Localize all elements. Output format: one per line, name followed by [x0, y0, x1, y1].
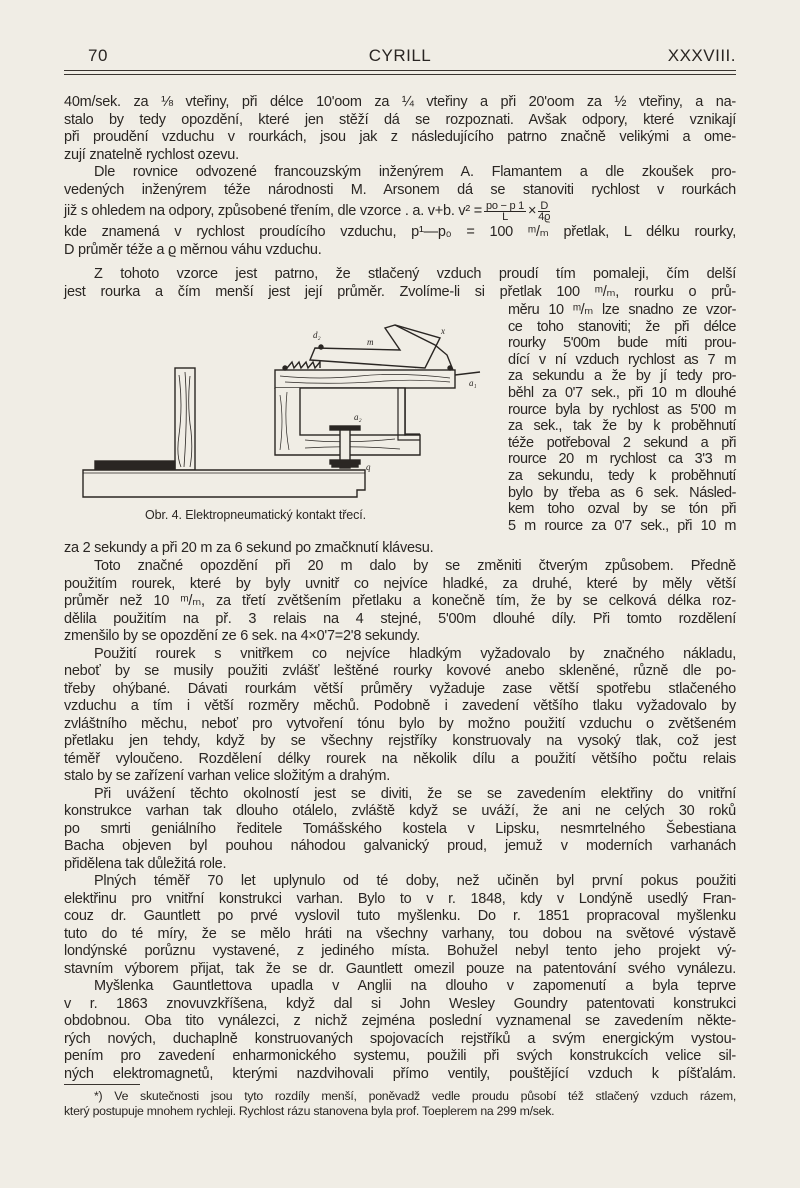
right-column-text — [508, 302, 736, 534]
text-line: zmenšilo by se opozdění ze 6 sek. na 4×0'7=2'8 sekundy. — [64, 628, 420, 644]
text-line: použitím rourek, které by byly uvnitř co nejvíce hladké, za druhé, které by měly větší — [64, 575, 736, 592]
nut-plate — [332, 463, 358, 467]
text-line: rource byla by rychlost as 5'00 m — [508, 401, 736, 418]
paragraph-after-figure — [64, 540, 736, 558]
text-line: rourky 5'00m bude míti prou- — [508, 335, 736, 352]
paragraph-after-formula — [64, 224, 736, 259]
washer — [330, 426, 360, 430]
fraction-numerator: po − p 1 — [485, 199, 525, 212]
screw — [319, 345, 323, 349]
top-plank — [275, 370, 455, 388]
text-line: za sekundu a že by jí tedy pro- — [508, 368, 736, 385]
text-line: jest rourka a čím menší jest její průměr. Zvolíme-li si přetlak 100 ᵐ/ₘ, rourku o prů- — [64, 283, 736, 300]
text-line: pením pro zavedení enharmonického systemu, použili při svých konstrukcích velice sil- — [64, 1048, 736, 1064]
formula-line — [64, 201, 736, 221]
text-line: průměr než 10 ᵐ/ₘ, za třetí zvětšením přetlaku a konečně tím, že by se celková délka roz- — [64, 593, 736, 609]
fraction-denominator: L — [502, 210, 508, 223]
text-line: za sekundu, tedy k proběhnutí — [508, 467, 736, 484]
header-rule — [64, 70, 736, 71]
text-line: Bacha objeven byl pouhou náhodou galvanický proud, jemuž v moderních varhanách — [64, 838, 736, 854]
label-contact: x — [441, 326, 445, 336]
text-line: konstrukce varhan tak dlouho otálelo, zvláště když se uváží, že ani ne celých 30 roků — [64, 803, 736, 819]
text-line: vedených inženýrem téže národnosti M. Arsonem dá se stanoviti rychlost v rourkách — [64, 181, 736, 198]
text-line: ných elektromagnetů, kterými nazdvihovali přímo ventily, pouštějící vzduch k píšťalám. — [64, 1065, 736, 1082]
text-line: londýnské porůznu vystavené, z jediného místa. Bohužel nebyl tento jeho projekt vý- — [64, 943, 736, 959]
text-line: kde znamená v rychlost proudícího vzduchu, p¹—p₀ = 100 ᵐ/ₘ přetlak, L délku rourky, — [64, 224, 736, 240]
page-number: 70 — [88, 46, 108, 65]
wire — [455, 372, 480, 375]
text-line: zují znatelně rychlost ozevu. — [64, 146, 239, 163]
text-line: D průměr téže a ϱ měrnou váhu vzduchu. — [64, 241, 322, 258]
text-line: stalo by se zařízení varhan velice složitým a drahým. — [64, 768, 391, 784]
text-line: Plných téměř 70 let uplynulo od té doby, než učiněn byl první pokus použiti — [94, 873, 736, 889]
text-line: stavním výborem přijat, tak že se dr. Gauntlett omezil pouze na patentování svého vynálezu. — [64, 960, 736, 977]
text-line: *) Ve skutečnosti jsou tyto rozdíly menší, poněvadž vedle proudu působí též stlačený vzduch rázem, — [94, 1089, 736, 1103]
text-line: 5 m rource za 0'7 sek., při 10 m — [508, 517, 736, 534]
text-line: rých nových, duchaplně konstruovaných spojovacích rejstříků a svým energickým vystou- — [64, 1030, 736, 1047]
label-nut: q — [366, 462, 371, 472]
text-line: Použití rourek s vnitřkem co nejvíce hladkým vyžadovalo by značného nákladu, — [94, 645, 736, 662]
text-line: couz dr. Gauntlett po prvé vyslovil tuto myšlenku. Do r. 1851 propracoval myšlenku — [64, 908, 736, 924]
paragraph-block-top — [64, 94, 736, 199]
text-line: při proudění vzduchu v rourkách, jsou jak z následujícího patrno značně velikými a ome- — [64, 129, 736, 145]
screw — [448, 366, 452, 370]
paragraph-figure-intro — [64, 266, 736, 301]
running-title: CYRILL — [368, 46, 432, 65]
label-wire: a₁ — [469, 378, 477, 388]
figure-caption: Obr. 4. Elektropneumatický kontakt třecí. — [145, 508, 366, 522]
paragraph-block-bottom — [64, 558, 736, 1083]
text-line: kem toho ozval by se tón při — [508, 501, 736, 518]
text-line: dělila použitím na př. 3 relais na 4 stejné, 5'00m dlouhé díly. Při tomto rozdělení — [64, 610, 736, 627]
text-line: Toto značné opozdění při 20 m dalo by se změniti čtverým způsobem. Předně — [94, 558, 736, 574]
text-line: tuto do té míry, že se mělo hráti na všechny varhany, tou dobou na světové výstavě — [64, 925, 736, 942]
text-line: Při uvážení těchto okolností jest se diviti, že se se zavedením elektřiny do vnitřní — [94, 785, 736, 802]
text-line: elektřinu pro vnitřní konstrukci varhan. Bylo to v r. 1848, kdy v Londýně usedlý Fran- — [64, 890, 736, 907]
base-plank — [83, 470, 365, 497]
screw — [283, 366, 287, 370]
lever — [310, 325, 440, 368]
text-line: Myšlenka Gauntlettova upadla v Anglii na dlouho v zapomenutí a byla teprve — [94, 978, 736, 994]
text-line: bylo by třeba as 6 sek. Násled- — [508, 484, 736, 501]
formula-fraction-diameter — [538, 201, 550, 222]
text-line: vzduchu a tím i větší rozměry měchů. Podobně i zavedení většího tlaku vyžadovalo by — [64, 698, 736, 714]
text-line: Z tohoto vzorce jest patrno, že stlačený vzduch proudí tím pomaleji, čím delší — [94, 266, 736, 282]
text-line: přidělena tak důležitá role. — [64, 855, 227, 872]
footnote-rule — [64, 1084, 140, 1085]
text-line: Dle rovnice odvozené francouzským inženýrem A. Flamantem a dle zkoušek pro- — [94, 164, 736, 180]
formula-text: již s ohledem na odpory, způsobené třením, dle vzorce . a. v+b. v² = — [64, 203, 482, 219]
label-lever: m — [367, 337, 374, 347]
text-line: dící v ní vzduch rychlost as 7 m — [508, 351, 736, 368]
volume-number: XXXVIII. — [667, 46, 736, 65]
text-line: stalo by tedy opozdění, které jen stěží dá se rozpoznati. Avšak odpory, které vznikají — [64, 111, 736, 128]
text-line: třeby ohýbané. Dávati rourkám větší průměry vyžaduje zase větší spotřebu stlačeného — [64, 680, 736, 697]
footnote — [64, 1089, 736, 1119]
text-line: zvláštního měchu, neboť pro vytvoření tónu bylo by možno použití vzduchu o zvětšeném — [64, 715, 736, 732]
figure-electropneumatic-contact — [75, 320, 485, 505]
coil-spring — [287, 362, 320, 368]
times-sign: × — [528, 203, 537, 219]
text-line: rource 20 m rychlost ca 3'3 m — [508, 451, 736, 468]
text-line: běhl za 0'7 sek., při 10 m dlouhé — [508, 384, 736, 401]
text-line: přetlaku jen tehdy, když by se všechny rejstříky konstruovaly na vysoký tlak, což jest — [64, 733, 736, 749]
fraction-denominator: 4ϱ — [538, 210, 551, 223]
text-line: za 2 sekundy a při 20 m za 6 sekund po zmačknutí klávesu. — [64, 540, 434, 556]
fraction-numerator: D — [540, 199, 549, 212]
text-line: neboť by se musily použiti zvlášť leštěné rourky kovové anebo skleněné, různě dle po- — [64, 663, 736, 679]
formula-fraction-pressure — [484, 201, 526, 222]
text-line: za sek., tak že by k proběhnutí — [508, 418, 736, 435]
text-line: obdobnou. Oba tito vynálezci, z nichž zejména poslední vyznamenal se zavedením někte- — [64, 1013, 736, 1029]
text-line: téže potřeboval 2 sekund a při — [508, 434, 736, 451]
key-strip — [95, 461, 175, 470]
text-line: který postupuje mnohem rychleji. Rychlost rázu stanovena byla prof. Toeplerem na 299 m/sek. — [64, 1104, 555, 1118]
text-line: téměř vyloučeno. Rozdělení délky rourek na několik dílu a použití většího počtu relais — [64, 750, 736, 767]
text-line: měru 10 ᵐ/ₘ lze snadno ze vzor- — [508, 302, 736, 318]
text-line: ce toho stanoviti; že při délce — [508, 318, 736, 335]
header-rule-thin — [64, 74, 736, 75]
label-bolt: a₂ — [354, 412, 362, 422]
text-line: 40m/sek. za ⅛ vteřiny, při délce 10'oom za ¼ vteřiny a při 20'oom za ½ vteřiny, a na- — [64, 94, 736, 110]
label-spring: d₂ — [313, 330, 321, 340]
text-line: v r. 1863 znovuvzkříšena, když dal si John Wesley Goundry patentovati konstrukci — [64, 995, 736, 1012]
text-line: po smrti geniálního ředitele Tomášského kostela v Lipsku, nesmrtelného Šebestiana — [64, 820, 736, 837]
